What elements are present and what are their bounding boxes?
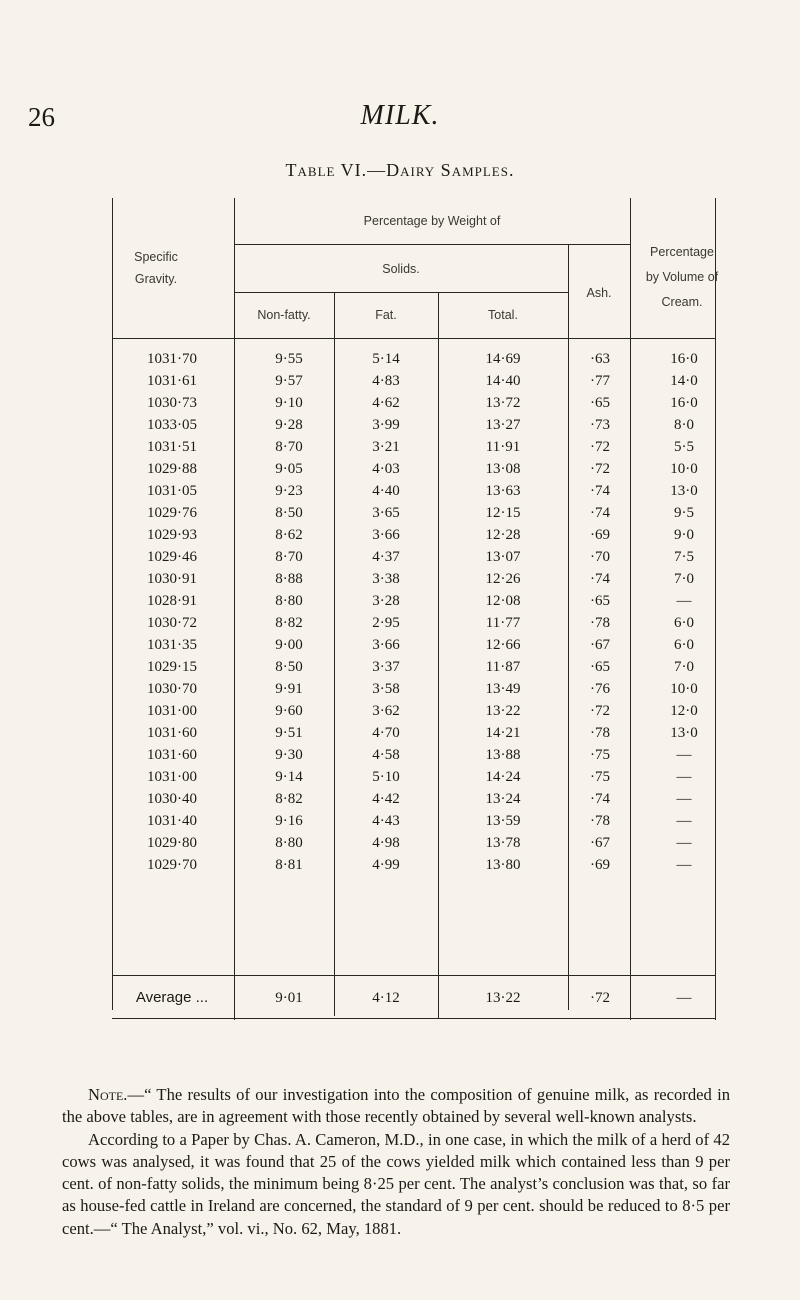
specific-gravity-cell: 1030·40 [147,791,197,807]
specific-gravity-cell: 1028·91 [147,593,197,609]
total-cell: 13·08 [485,461,521,477]
non-fatty-cell: 8·70 [275,439,303,455]
header-ash: Ash. [586,286,612,300]
cream-cell: — [676,835,692,851]
specific-gravity-cell: 1029·80 [147,835,197,851]
header-specific-gravity: Specific Gravity. [134,250,178,286]
total-cell: 11·77 [485,615,521,631]
table-row [112,810,716,832]
table-row [112,832,716,854]
ash-cell: ·67 [590,637,610,653]
specific-gravity-cell: 1031·60 [147,725,197,741]
specific-gravity-cell: 1031·60 [147,747,197,763]
header-cream: Percentage by Volume of Cream. [645,245,719,309]
table-row [112,700,716,722]
cream-cell: 9·0 [674,527,694,543]
ash-cell: ·63 [590,351,610,367]
specific-gravity-cell: 1029·88 [147,461,197,477]
ash-cell: ·70 [590,549,610,565]
cream-cell: — [676,857,692,873]
table-row [112,370,716,392]
header-bottom-rule [112,338,716,339]
ash-cell: ·75 [590,747,610,763]
header-percentage-weight: Percentage by Weight of [363,214,501,228]
table-row [112,788,716,810]
ash-cell: ·76 [590,681,610,697]
specific-gravity-cell: 1030·72 [147,615,197,631]
fat-cell: 3·28 [372,593,400,609]
non-fatty-cell: 9·55 [275,351,303,367]
ash-cell: ·72 [590,461,610,477]
note-paragraph-2: According to a Paper by Chas. A. Cameron, M.D., in one case, in which the milk of a herd of 42 cows was analysed, it was found that 25 of the cows yielded milk which contained less than 9 per cent. of non-fatty solids, the minimum being 8·25 per cent. The analyst’s conclusion was that, so far as house-fed cattle in Ireland are concerned, the standard of 9 per cent. should be reduced to 8·5 per cent.—“ The Analyst,” vol. vi., No. 62, May, 1881. [62,1129,730,1238]
fat-cell: 4·42 [372,791,400,807]
note-paragraph-1 [62,1084,730,1129]
specific-gravity-cell: 1031·61 [147,373,197,389]
note-text-1: —“ The results of our investigation into the composition of genuine milk, as recorded in the above tables, are in agreement with those recently obtained by several well-known analysts. [62,1085,730,1127]
average-label: Average ... [135,989,209,1006]
average-fat: 4·12 [372,990,400,1006]
total-cell: 12·08 [485,593,521,609]
non-fatty-cell: 8·62 [275,527,303,543]
cream-cell: — [676,769,692,785]
fat-cell: 4·99 [372,857,400,873]
non-fatty-cell: 9·00 [275,637,303,653]
specific-gravity-cell: 1030·70 [147,681,197,697]
non-fatty-cell: 9·14 [275,769,303,785]
average-total: 13·22 [485,990,521,1006]
non-fatty-cell: 9·23 [275,483,303,499]
note-label: Note. [88,1085,128,1104]
non-fatty-cell: 8·82 [275,791,303,807]
ash-cell: ·72 [590,439,610,455]
cream-cell: 12·0 [670,703,698,719]
specific-gravity-cell: 1029·70 [147,857,197,873]
table-title: Table VI.—Dairy Samples. [285,160,515,180]
ash-cell: ·65 [590,659,610,675]
cream-cell: — [676,813,692,829]
table-row [112,612,716,634]
total-cell: 13·27 [485,417,521,433]
non-fatty-cell: 8·82 [275,615,303,631]
cream-cell: 6·0 [674,615,694,631]
non-fatty-cell: 9·57 [275,373,303,389]
header-fat: Fat. [375,308,397,322]
table-row [112,656,716,678]
header-non-fatty: Non-fatty. [257,308,311,322]
fat-cell: 4·37 [372,549,400,565]
cream-cell: — [676,791,692,807]
fat-cell: 4·62 [372,395,400,411]
ash-cell: ·74 [590,505,610,521]
total-cell: 12·28 [485,527,521,543]
table-body [112,348,716,876]
specific-gravity-cell: 1031·00 [147,703,197,719]
cream-cell: 7·0 [674,571,694,587]
cream-cell: 7·0 [674,659,694,675]
specific-gravity-cell: 1031·40 [147,813,197,829]
specific-gravity-cell: 1029·93 [147,527,197,543]
fat-cell: 4·58 [372,747,400,763]
ash-cell: ·77 [590,373,610,389]
cream-cell: 10·0 [670,461,698,477]
total-cell: 12·66 [485,637,521,653]
ash-cell: ·69 [590,527,610,543]
table-bottom-rule [112,1018,716,1019]
table-row [112,480,716,502]
fat-cell: 3·99 [372,417,400,433]
non-fatty-cell: 9·10 [275,395,303,411]
running-head: MILK. [360,100,440,131]
table-row [112,458,716,480]
ash-cell: ·75 [590,769,610,785]
specific-gravity-cell: 1031·00 [147,769,197,785]
non-fatty-cell: 9·51 [275,725,303,741]
table-row [112,744,716,766]
table-row [112,634,716,656]
fat-cell: 4·43 [372,813,400,829]
fat-cell: 4·83 [372,373,400,389]
non-fatty-cell: 9·91 [275,681,303,697]
fat-cell: 2·95 [372,615,400,631]
total-cell: 13·72 [485,395,521,411]
table-row [112,854,716,876]
table-row [112,766,716,788]
ash-cell: ·74 [590,483,610,499]
total-cell: 13·78 [485,835,521,851]
non-fatty-cell: 9·60 [275,703,303,719]
cream-cell: 8·0 [674,417,694,433]
cream-cell: 16·0 [670,395,698,411]
header-rule [234,292,568,293]
ash-cell: ·78 [590,725,610,741]
ash-cell: ·74 [590,791,610,807]
fat-cell: 4·70 [372,725,400,741]
table-row [112,568,716,590]
specific-gravity-cell: 1029·46 [147,549,197,565]
total-cell: 13·22 [485,703,521,719]
header-rule [234,244,630,245]
cream-cell: 13·0 [670,725,698,741]
total-cell: 13·07 [485,549,521,565]
cream-cell: — [676,747,692,763]
cream-cell: 10·0 [670,681,698,697]
specific-gravity-cell: 1029·76 [147,505,197,521]
non-fatty-cell: 9·30 [275,747,303,763]
cream-cell: 13·0 [670,483,698,499]
fat-cell: 3·38 [372,571,400,587]
non-fatty-cell: 8·81 [275,857,303,873]
fat-cell: 3·21 [372,439,400,455]
cream-cell: 5·5 [674,439,694,455]
specific-gravity-cell: 1030·73 [147,395,197,411]
total-cell: 13·63 [485,483,521,499]
header-total: Total. [488,308,518,322]
ash-cell: ·69 [590,857,610,873]
non-fatty-cell: 8·88 [275,571,303,587]
average-ash: ·72 [590,990,610,1006]
fat-cell: 4·03 [372,461,400,477]
specific-gravity-cell: 1030·91 [147,571,197,587]
total-cell: 14·24 [485,769,521,785]
ash-cell: ·67 [590,835,610,851]
total-cell: 14·21 [485,725,521,741]
table-row [112,722,716,744]
total-cell: 13·24 [485,791,521,807]
total-cell: 14·40 [485,373,521,389]
table-row [112,524,716,546]
fat-cell: 3·66 [372,637,400,653]
ash-cell: ·72 [590,703,610,719]
fat-cell: 3·66 [372,527,400,543]
fat-cell: 4·40 [372,483,400,499]
non-fatty-cell: 8·80 [275,835,303,851]
cream-cell: 9·5 [674,505,694,521]
table-row [112,502,716,524]
non-fatty-cell: 9·05 [275,461,303,477]
total-cell: 13·59 [485,813,521,829]
fat-cell: 3·58 [372,681,400,697]
fat-cell: 3·62 [372,703,400,719]
header-solids: Solids. [382,262,420,276]
ash-cell: ·65 [590,593,610,609]
fat-cell: 3·37 [372,659,400,675]
table-row [112,678,716,700]
specific-gravity-cell: 1033·05 [147,417,197,433]
total-cell: 12·15 [485,505,521,521]
dairy-samples-table [112,198,719,1038]
non-fatty-cell: 9·16 [275,813,303,829]
non-fatty-cell: 8·70 [275,549,303,565]
average-cream: — [676,990,692,1006]
page-number: 26 [28,102,55,132]
specific-gravity-cell: 1029·15 [147,659,197,675]
cream-cell: 14·0 [670,373,698,389]
note [62,1084,730,1240]
ash-cell: ·78 [590,615,610,631]
average-row [112,986,716,1010]
total-cell: 12·26 [485,571,521,587]
table-row [112,348,716,370]
total-cell: 11·87 [485,659,521,675]
specific-gravity-cell: 1031·70 [147,351,197,367]
ash-cell: ·73 [590,417,610,433]
total-cell: 13·49 [485,681,521,697]
table-row [112,546,716,568]
average-rule [112,975,716,976]
table-row [112,436,716,458]
specific-gravity-cell: 1031·35 [147,637,197,653]
fat-cell: 4·98 [372,835,400,851]
non-fatty-cell: 8·80 [275,593,303,609]
cream-cell: 16·0 [670,351,698,367]
ash-cell: ·78 [590,813,610,829]
table-row [112,590,716,612]
cream-cell: 6·0 [674,637,694,653]
table-row [112,414,716,436]
non-fatty-cell: 8·50 [275,505,303,521]
non-fatty-cell: 9·28 [275,417,303,433]
non-fatty-cell: 8·50 [275,659,303,675]
fat-cell: 5·14 [372,351,400,367]
cream-cell: — [676,593,692,609]
table-row [112,392,716,414]
total-cell: 14·69 [485,351,521,367]
fat-cell: 5·10 [372,769,400,785]
specific-gravity-cell: 1031·05 [147,483,197,499]
total-cell: 13·80 [485,857,521,873]
ash-cell: ·65 [590,395,610,411]
total-cell: 11·91 [485,439,521,455]
fat-cell: 3·65 [372,505,400,521]
ash-cell: ·74 [590,571,610,587]
specific-gravity-cell: 1031·51 [147,439,197,455]
total-cell: 13·88 [485,747,521,763]
average-non-fatty: 9·01 [275,990,303,1006]
cream-cell: 7·5 [674,549,694,565]
